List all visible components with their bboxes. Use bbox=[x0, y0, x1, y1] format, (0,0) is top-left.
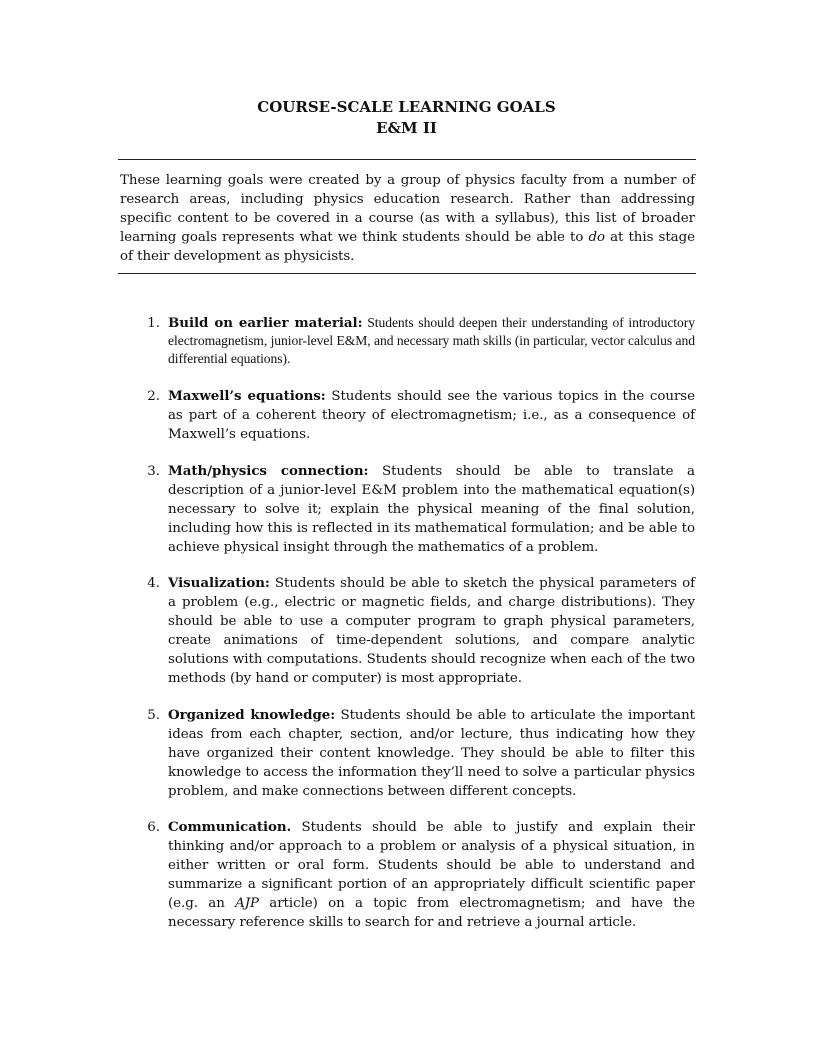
goal-text: Students should be able to articulate the important ideas from each chapter, section, and/or lecture, thus indicating how they have organized their content knowledge. They should be able to filter this knowledge to access the information they’ll need to solve a particular physics problem, and make connections between different concepts. bbox=[168, 708, 695, 799]
goal-body bbox=[168, 387, 695, 444]
goal-heading: Maxwell’s equations: bbox=[168, 388, 326, 404]
goal-number: 6. bbox=[147, 820, 160, 835]
goal-text: Students should deepen their understanding of introductory electromagnetism, junior-level E&M, and necessary math skills (in particular, vector calculus and differential equations). bbox=[168, 315, 695, 366]
goal-body bbox=[168, 314, 695, 368]
goal-heading: Math/physics connection: bbox=[168, 463, 369, 479]
intro-text-1: These learning goals were created by a group of physics faculty from a number of research areas, including physics education research. Rather than addressing specific content to be covered in a course (as with a syllabus), this list of broader learning goals represents what we think students should be able to bbox=[120, 173, 695, 245]
list-item bbox=[0, 706, 813, 801]
goal-text-2: article) on a topic from electromagnetism; and have the necessary reference skills to search for and retrieve a journal article. bbox=[168, 896, 695, 930]
journal-name: AJP bbox=[235, 896, 259, 911]
title-line-2: E&M II bbox=[376, 119, 437, 137]
goal-number: 5. bbox=[147, 708, 160, 723]
goal-body bbox=[168, 574, 695, 688]
goal-text: Students should see the various topics in the course as part of a coherent theory of electromagnetism; i.e., as a consequence of Maxwell’s equations. bbox=[168, 389, 695, 442]
goal-body bbox=[168, 818, 695, 932]
goal-number: 2. bbox=[147, 389, 160, 404]
bottom-divider bbox=[118, 273, 696, 274]
list-item bbox=[0, 818, 813, 932]
goal-number: 4. bbox=[147, 576, 160, 591]
list-item bbox=[0, 462, 813, 557]
intro-text-2: at this stage of their development as physicists. bbox=[120, 230, 696, 264]
goal-number: 1. bbox=[147, 316, 160, 331]
document-title bbox=[0, 97, 813, 139]
list-item bbox=[0, 574, 813, 688]
top-divider bbox=[118, 159, 696, 160]
goal-body bbox=[168, 462, 695, 557]
goal-text: Students should be able to sketch the physical parameters of a problem (e.g., electric or magnetic fields, and charge distributions). They should be able to use a computer program to graph physical parameters, create animations of time-dependent solutions, and compare analytic solutions with computations. Students should recognize when each of the two methods (by hand or computer) is most appropriate. bbox=[168, 576, 695, 686]
list-item bbox=[0, 314, 813, 368]
goal-heading: Build on earlier material: bbox=[168, 315, 363, 331]
title-line-1: COURSE-SCALE LEARNING GOALS bbox=[257, 98, 556, 116]
list-item bbox=[0, 387, 813, 444]
intro-emphasis: do bbox=[588, 230, 606, 245]
intro-paragraph bbox=[120, 171, 695, 266]
goal-number: 3. bbox=[147, 464, 160, 479]
goal-heading: Visualization: bbox=[168, 575, 270, 591]
goal-body bbox=[168, 706, 695, 801]
goal-heading: Communication. bbox=[168, 819, 292, 835]
goal-text: Students should be able to translate a description of a junior-level E&M problem into the mathematical equation(s) necessary to solve it; explain the physical meaning of the final solution, including how this is reflected in its mathematical formulation; and be able to achieve physical insight through the mathematics of a problem. bbox=[168, 464, 695, 555]
goal-text-1: Students should be able to justify and explain their thinking and/or approach to a problem or analysis of a physical situation, in either written or oral form. Students should be able to understand and summarize a significant portion of an appropriately difficult scientific paper (e.g. an bbox=[168, 820, 695, 911]
goal-heading: Organized knowledge: bbox=[168, 707, 336, 723]
